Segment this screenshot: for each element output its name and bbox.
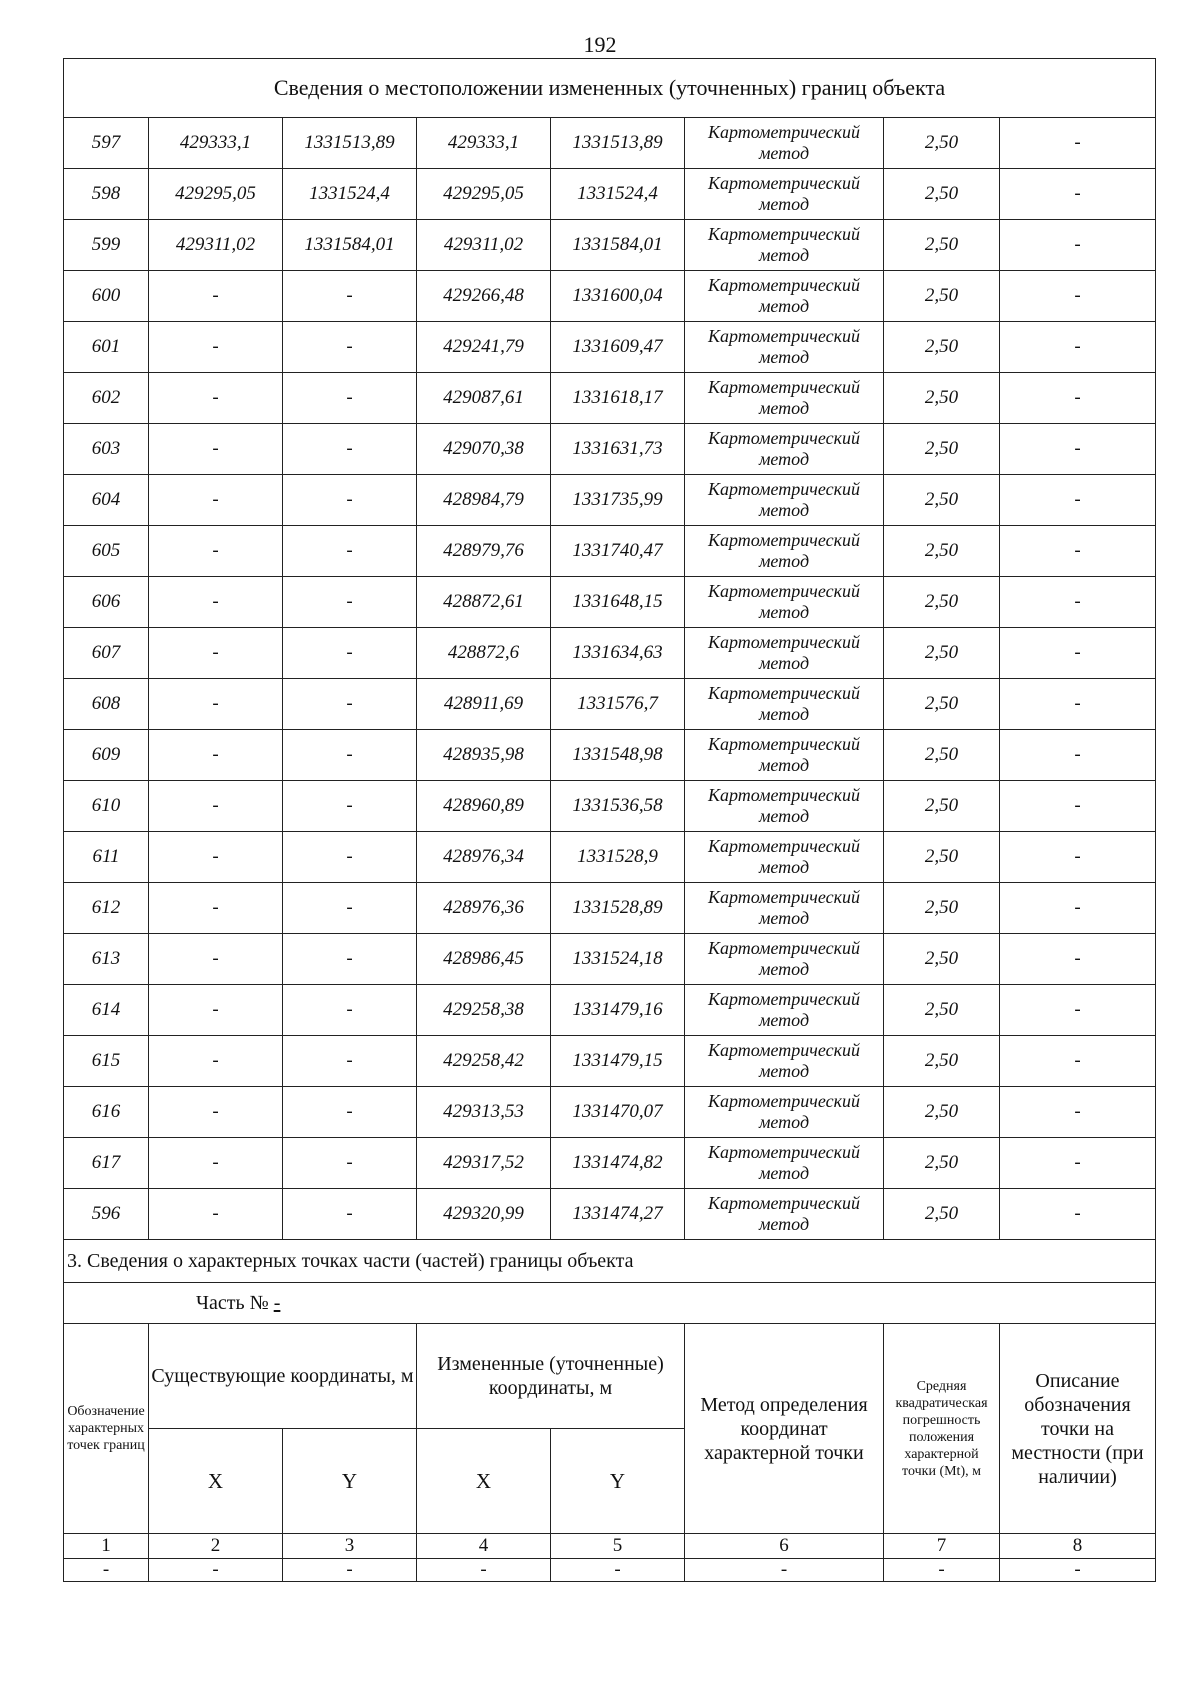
cell-existing-y: 1331524,4 [283,169,417,220]
cell-changed-y: 1331528,9 [551,832,685,883]
empty-cell: - [149,1559,283,1582]
cell-description: - [1000,424,1156,475]
cell-existing-x: 429333,1 [149,118,283,169]
cell-existing-x: 429311,02 [149,220,283,271]
table-row [64,934,1156,985]
cell-existing-y: - [283,832,417,883]
cell-changed-y: 1331648,15 [551,577,685,628]
cell-point-id: 596 [64,1189,149,1240]
cell-method: Картометрический метод [685,985,884,1036]
cell-changed-x: 429311,02 [417,220,551,271]
cell-existing-x: - [149,832,283,883]
cell-description: - [1000,577,1156,628]
column-number: 3 [283,1534,417,1559]
cell-point-id: 616 [64,1087,149,1138]
cell-changed-x: 429087,61 [417,373,551,424]
cell-description: - [1000,883,1156,934]
cell-mt-value: 2,50 [884,1087,1000,1138]
cell-existing-x: - [149,781,283,832]
cell-existing-y: - [283,1087,417,1138]
cell-existing-x: - [149,883,283,934]
cell-point-id: 604 [64,475,149,526]
cell-description: - [1000,169,1156,220]
table-row [64,424,1156,475]
cell-existing-x: - [149,373,283,424]
cell-changed-x: 429317,52 [417,1138,551,1189]
part-label: Часть № [196,1291,274,1314]
cell-changed-x: 429258,38 [417,985,551,1036]
cell-existing-x: - [149,1138,283,1189]
header-point-designation: Обозначение характерных точек границ [64,1324,149,1534]
cell-existing-x: - [149,1189,283,1240]
part-number-cell [64,1283,1156,1324]
table-row [64,1087,1156,1138]
cell-description: - [1000,322,1156,373]
cell-mt-value: 2,50 [884,475,1000,526]
cell-description: - [1000,832,1156,883]
table-row [64,271,1156,322]
table-row [64,781,1156,832]
cell-changed-x: 428911,69 [417,679,551,730]
cell-mt-value: 2,50 [884,424,1000,475]
cell-changed-y: 1331474,27 [551,1189,685,1240]
cell-method: Картометрический метод [685,1036,884,1087]
cell-point-id: 601 [64,322,149,373]
cell-description: - [1000,271,1156,322]
cell-existing-x: - [149,271,283,322]
cell-method: Картометрический метод [685,781,884,832]
cell-existing-x: - [149,934,283,985]
cell-mt-value: 2,50 [884,220,1000,271]
cell-mt-value: 2,50 [884,985,1000,1036]
cell-existing-y: - [283,934,417,985]
cell-point-id: 605 [64,526,149,577]
cell-mt-value: 2,50 [884,1189,1000,1240]
part-value: - [273,1291,281,1314]
cell-mt-value: 2,50 [884,322,1000,373]
table-row [64,679,1156,730]
cell-mt-value: 2,50 [884,832,1000,883]
cell-mt-value: 2,50 [884,373,1000,424]
cell-method: Картометрический метод [685,118,884,169]
column-number: 7 [884,1534,1000,1559]
header-description: Описание обозначения точки на местности (при наличии) [1000,1324,1156,1534]
cell-description: - [1000,934,1156,985]
cell-existing-y: - [283,679,417,730]
cell-description: - [1000,118,1156,169]
cell-description: - [1000,781,1156,832]
column-number: 6 [685,1534,884,1559]
cell-method: Картометрический метод [685,934,884,985]
cell-mt-value: 2,50 [884,883,1000,934]
table-row [64,883,1156,934]
cell-changed-x: 428872,6 [417,628,551,679]
table-row [64,985,1156,1036]
column-number: 2 [149,1534,283,1559]
cell-existing-x: - [149,730,283,781]
cell-point-id: 613 [64,934,149,985]
cell-mt-value: 2,50 [884,730,1000,781]
cell-changed-y: 1331609,47 [551,322,685,373]
cell-description: - [1000,526,1156,577]
cell-changed-x: 429258,42 [417,1036,551,1087]
cell-changed-x: 429070,38 [417,424,551,475]
empty-cell: - [884,1559,1000,1582]
cell-method: Картометрический метод [685,1087,884,1138]
cell-description: - [1000,628,1156,679]
cell-method: Картометрический метод [685,628,884,679]
cell-existing-y: - [283,1138,417,1189]
cell-method: Картометрический метод [685,220,884,271]
cell-changed-y: 1331536,58 [551,781,685,832]
cell-existing-y: - [283,475,417,526]
header-mt: Средняя квадратическая погрешность положения характерной точки (Mt), м [884,1324,1000,1534]
cell-changed-x: 429241,79 [417,322,551,373]
cell-existing-y: - [283,730,417,781]
cell-existing-y: - [283,577,417,628]
cell-point-id: 610 [64,781,149,832]
cell-existing-x: - [149,322,283,373]
table-row [64,730,1156,781]
cell-method: Картометрический метод [685,1138,884,1189]
cell-changed-x: 428872,61 [417,577,551,628]
cell-mt-value: 2,50 [884,679,1000,730]
cell-changed-x: 428979,76 [417,526,551,577]
cell-existing-y: 1331513,89 [283,118,417,169]
header-existing-coords: Существующие координаты, м [149,1324,417,1429]
table-row [64,475,1156,526]
cell-changed-y: 1331524,4 [551,169,685,220]
cell-point-id: 598 [64,169,149,220]
cell-point-id: 615 [64,1036,149,1087]
cell-existing-x: - [149,985,283,1036]
cell-changed-y: 1331470,07 [551,1087,685,1138]
table-row [64,577,1156,628]
cell-changed-y: 1331584,01 [551,220,685,271]
cell-description: - [1000,1189,1156,1240]
cell-mt-value: 2,50 [884,577,1000,628]
cell-mt-value: 2,50 [884,781,1000,832]
cell-point-id: 599 [64,220,149,271]
cell-changed-y: 1331474,82 [551,1138,685,1189]
column-number: 8 [1000,1534,1156,1559]
cell-changed-y: 1331631,73 [551,424,685,475]
table-row [64,373,1156,424]
column-number: 5 [551,1534,685,1559]
boundary-table [63,58,1156,1582]
cell-changed-x: 429320,99 [417,1189,551,1240]
header-method: Метод определения координат характерной точки [685,1324,884,1534]
cell-method: Картометрический метод [685,475,884,526]
column-number: 4 [417,1534,551,1559]
table-row [64,1036,1156,1087]
cell-changed-y: 1331524,18 [551,934,685,985]
page-number: 192 [583,32,617,57]
cell-existing-x: - [149,424,283,475]
empty-cell: - [283,1559,417,1582]
table-row [64,118,1156,169]
cell-changed-x: 429313,53 [417,1087,551,1138]
cell-method: Картометрический метод [685,577,884,628]
empty-cell: - [1000,1559,1156,1582]
cell-description: - [1000,985,1156,1036]
table-title: Сведения о местоположении измененных (уточненных) границ объекта [64,59,1156,118]
cell-changed-y: 1331479,16 [551,985,685,1036]
cell-point-id: 600 [64,271,149,322]
empty-cell: - [64,1559,149,1582]
cell-mt-value: 2,50 [884,628,1000,679]
cell-point-id: 607 [64,628,149,679]
cell-method: Картометрический метод [685,526,884,577]
cell-method: Картометрический метод [685,271,884,322]
cell-changed-x: 428960,89 [417,781,551,832]
cell-existing-y: - [283,1036,417,1087]
cell-point-id: 602 [64,373,149,424]
cell-existing-x: - [149,577,283,628]
cell-existing-x: - [149,628,283,679]
cell-method: Картометрический метод [685,730,884,781]
table-row [64,220,1156,271]
cell-description: - [1000,1138,1156,1189]
cell-existing-y: - [283,271,417,322]
table-row [64,628,1156,679]
cell-existing-y: 1331584,01 [283,220,417,271]
cell-point-id: 597 [64,118,149,169]
cell-description: - [1000,1087,1156,1138]
cell-description: - [1000,730,1156,781]
cell-existing-x: - [149,1087,283,1138]
cell-changed-x: 428986,45 [417,934,551,985]
table-row [64,322,1156,373]
cell-existing-y: - [283,322,417,373]
cell-existing-x: - [149,679,283,730]
cell-mt-value: 2,50 [884,1036,1000,1087]
cell-existing-x: 429295,05 [149,169,283,220]
cell-changed-y: 1331600,04 [551,271,685,322]
cell-changed-y: 1331634,63 [551,628,685,679]
cell-changed-y: 1331513,89 [551,118,685,169]
cell-changed-y: 1331618,17 [551,373,685,424]
cell-changed-x: 428984,79 [417,475,551,526]
empty-cell: - [685,1559,884,1582]
cell-existing-x: - [149,475,283,526]
cell-point-id: 608 [64,679,149,730]
table-row [64,169,1156,220]
header-changed-x: X [417,1429,551,1534]
cell-changed-y: 1331740,47 [551,526,685,577]
table-row [64,1138,1156,1189]
cell-changed-x: 428976,36 [417,883,551,934]
header-existing-x: X [149,1429,283,1534]
cell-mt-value: 2,50 [884,526,1000,577]
table-row [64,526,1156,577]
cell-point-id: 606 [64,577,149,628]
empty-cell: - [417,1559,551,1582]
cell-method: Картометрический метод [685,1189,884,1240]
section-3-title: 3. Сведения о характерных точках части (частей) границы объекта [64,1240,1156,1283]
header-changed-coords: Измененные (уточненные) координаты, м [417,1324,685,1429]
cell-description: - [1000,475,1156,526]
cell-changed-x: 429295,05 [417,169,551,220]
empty-cell: - [551,1559,685,1582]
cell-existing-y: - [283,424,417,475]
cell-changed-x: 428976,34 [417,832,551,883]
cell-method: Картометрический метод [685,373,884,424]
cell-existing-y: - [283,526,417,577]
cell-description: - [1000,679,1156,730]
cell-existing-y: - [283,1189,417,1240]
cell-changed-y: 1331479,15 [551,1036,685,1087]
cell-method: Картометрический метод [685,832,884,883]
cell-changed-y: 1331576,7 [551,679,685,730]
cell-mt-value: 2,50 [884,934,1000,985]
cell-changed-x: 429333,1 [417,118,551,169]
cell-existing-y: - [283,883,417,934]
cell-method: Картометрический метод [685,883,884,934]
cell-changed-y: 1331528,89 [551,883,685,934]
column-number: 1 [64,1534,149,1559]
cell-point-id: 609 [64,730,149,781]
cell-description: - [1000,373,1156,424]
cell-description: - [1000,1036,1156,1087]
cell-point-id: 603 [64,424,149,475]
cell-method: Картометрический метод [685,322,884,373]
header-existing-y: Y [283,1429,417,1534]
cell-changed-x: 429266,48 [417,271,551,322]
cell-existing-y: - [283,781,417,832]
cell-description: - [1000,220,1156,271]
cell-point-id: 617 [64,1138,149,1189]
cell-point-id: 612 [64,883,149,934]
cell-point-id: 611 [64,832,149,883]
cell-existing-y: - [283,373,417,424]
cell-existing-x: - [149,1036,283,1087]
cell-existing-x: - [149,526,283,577]
table-row [64,832,1156,883]
cell-existing-y: - [283,985,417,1036]
cell-mt-value: 2,50 [884,118,1000,169]
cell-changed-x: 428935,98 [417,730,551,781]
cell-mt-value: 2,50 [884,271,1000,322]
cell-point-id: 614 [64,985,149,1036]
cell-changed-y: 1331548,98 [551,730,685,781]
header-changed-y: Y [551,1429,685,1534]
cell-method: Картометрический метод [685,424,884,475]
cell-method: Картометрический метод [685,679,884,730]
cell-changed-y: 1331735,99 [551,475,685,526]
cell-mt-value: 2,50 [884,169,1000,220]
cell-existing-y: - [283,628,417,679]
cell-method: Картометрический метод [685,169,884,220]
cell-mt-value: 2,50 [884,1138,1000,1189]
table-row [64,1189,1156,1240]
